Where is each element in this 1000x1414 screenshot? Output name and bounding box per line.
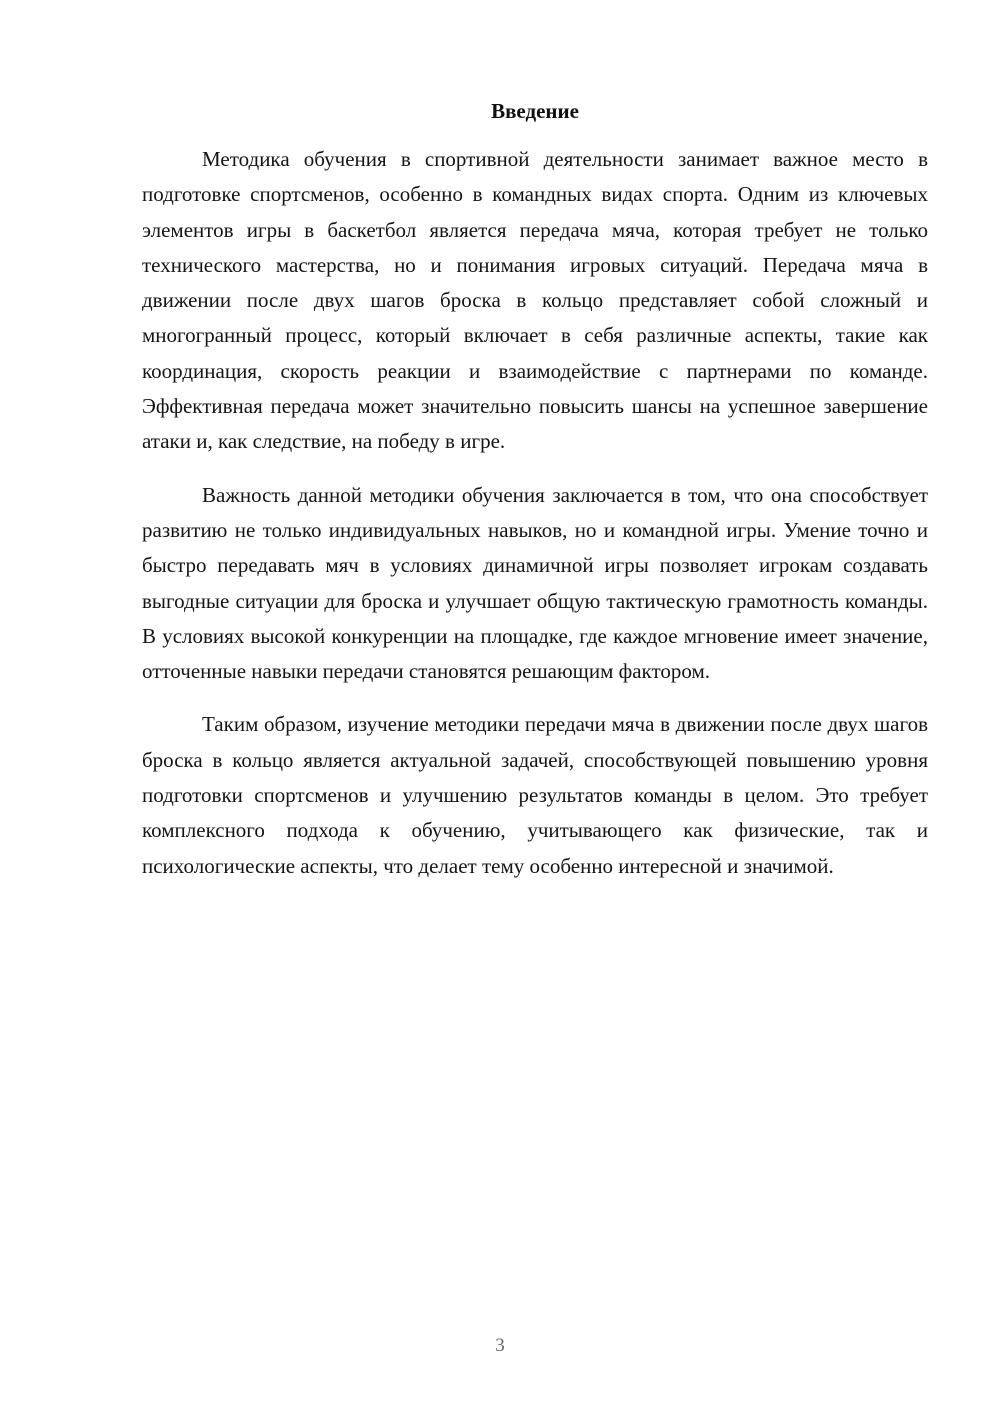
paragraph-2: Важность данной методики обучения заключается в том, что она способствует развитию не только индивидуальных навыков, но и командной игры. Умение точно и быстро передавать мяч в условиях динамичной игры позволяет игрокам создавать выгодные ситуации для броска и улучшает общую тактическую грамотность команды. В условиях высокой конкуренции на площадке, где каждое мгновение имеет значение, отточенные навыки передачи становятся решающим фактором. xyxy=(142,482,928,684)
body-text xyxy=(142,142,928,902)
paragraph-1: Методика обучения в спортивной деятельности занимает важное место в подготовке спортсменов, особенно в командных видах спорта. Одним из ключевых элементов игры в баскетбол является передача мяча, которая требует не только технического мастерства, но и понимания игровых ситуаций. Передача мяча в движении после двух шагов броска в кольцо представляет собой сложный и многогранный процесс, который включает в себя различные аспекты, такие как координация, скорость реакции и взаимодействие с партнерами по команде. Эффективная передача может значительно повысить шансы на успешное завершение атаки и, как следствие, на победу в игре. xyxy=(142,147,928,454)
page-number: 3 xyxy=(495,1335,505,1356)
paragraph-3: Таким образом, изучение методики передачи мяча в движении после двух шагов броска в кольцо является актуальной задачей, способствующей повышению уровня подготовки спортсменов и улучшению результатов команды в целом. Это требует комплексного подхода к обучению, учитывающего как физические, так и психологические аспекты, что делает тему особенно интересной и значимой. xyxy=(142,712,928,878)
section-title: Введение xyxy=(491,99,579,123)
